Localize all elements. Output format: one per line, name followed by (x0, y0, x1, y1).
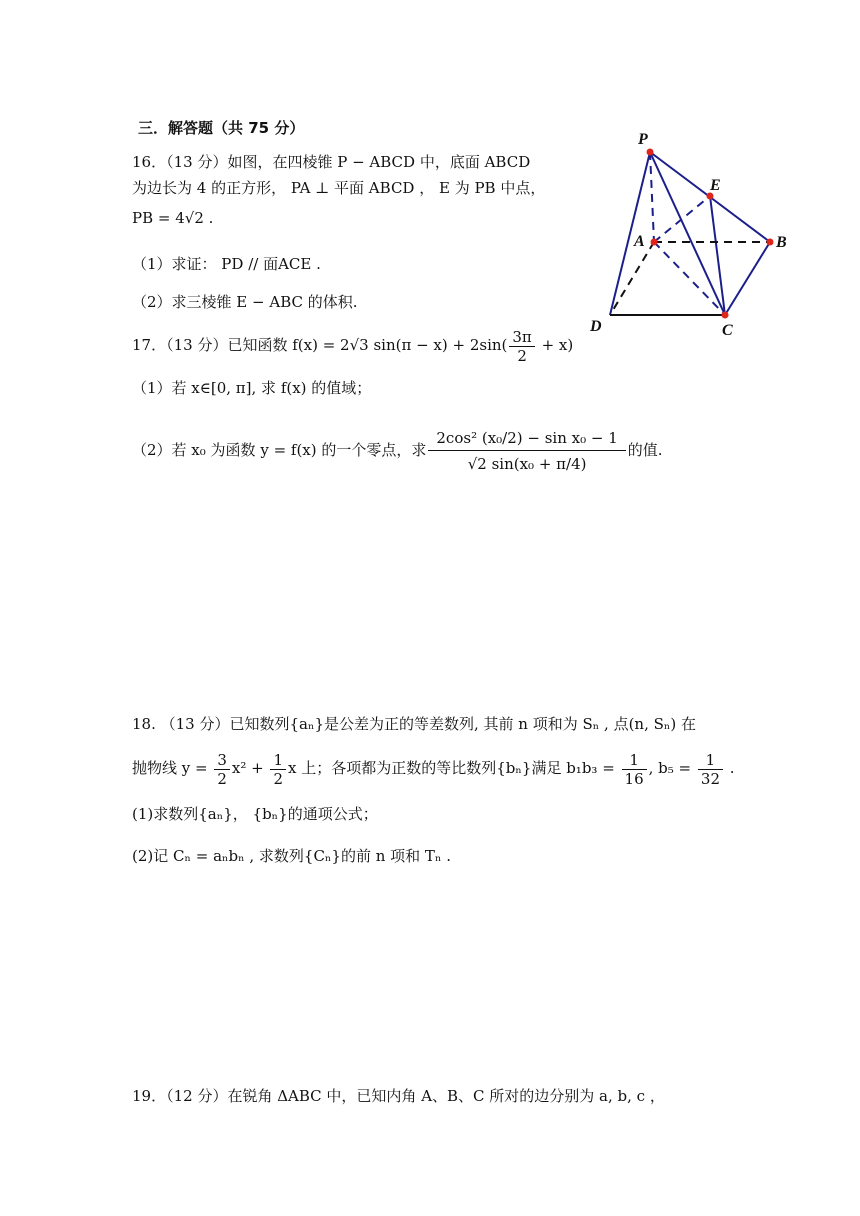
q19-line-1: 19．（12 分）在锐角 ΔABC 中，已知内角 A、B、C 所对的边分别为 a, b, c ， (132, 1087, 665, 1105)
q18-line-2-mid: x² + (231, 759, 269, 777)
q18-frac-2 (270, 751, 286, 788)
label-e: E (710, 177, 721, 194)
label-p: P (638, 131, 648, 148)
q18-frac-4-den: 32 (700, 769, 720, 788)
q16-line-2: 为边长为 4 的正方形， PA ⊥ 平面 ABCD ， E 为 PB 中点， (132, 179, 546, 197)
label-d: D (590, 318, 602, 335)
q18-frac-2-num: 1 (270, 751, 286, 770)
q18-frac-1 (214, 751, 230, 788)
q17-big-den: √2 sin(x₀ + π/4) (467, 454, 587, 473)
q17-line-1-end: + x) (536, 336, 574, 354)
q17-part-2-post: 的值. (627, 441, 663, 459)
q18-line-2 (132, 748, 735, 788)
q17-frac-den: 2 (517, 346, 527, 365)
q18-frac-1-num: 3 (214, 751, 230, 770)
q17-part-2 (132, 422, 663, 478)
q18-frac-3-num: 1 (622, 751, 647, 770)
q18-part-2: (2)记 Cₙ = aₙbₙ , 求数列{Cₙ}的前 n 项和 Tₙ . (132, 847, 451, 865)
q16-line-3: PB = 4√2 . (132, 209, 214, 227)
q17-big-num: 2cos² (x₀/2) − sin x₀ − 1 (428, 426, 625, 451)
label-b: B (776, 234, 787, 251)
label-a: A (634, 233, 645, 250)
q18-line-2-pre: 抛物线 y = (132, 759, 213, 777)
q18-line-2-mid3: , b₅ = (648, 759, 696, 777)
q17-part-1: （1）若 x∈[0, π], 求 f(x) 的值域； (132, 379, 372, 397)
q18-frac-3-den: 16 (624, 769, 644, 788)
q18-frac-4 (698, 751, 723, 788)
q18-frac-2-den: 2 (273, 769, 284, 788)
q18-line-1: 18. （13 分）已知数列{aₙ}是公差为正的等差数列, 其前 n 项和为 Sₙ , 点(n, Sₙ) 在 (132, 715, 697, 733)
q17-fraction (509, 328, 534, 365)
q18-frac-1-den: 2 (217, 769, 227, 788)
q17-big-fraction (428, 426, 625, 477)
section-heading: 三．解答题（共 75 分） (138, 119, 305, 137)
q18-frac-4-num: 1 (698, 751, 723, 770)
q18-part-1: (1)求数列{aₙ}， {bₙ}的通项公式； (132, 805, 378, 823)
q17-frac-num: 3π (509, 328, 534, 347)
label-c: C (722, 322, 733, 339)
q16-part-1: （1）求证： PD // 面ACE . (132, 255, 321, 273)
q18-line-2-mid2: x 上；各项都为正数的等比数列{bₙ}满足 b₁b₃ = (288, 759, 620, 777)
q17-part-2-pre: （2）若 x₀ 为函数 y = f(x) 的一个零点，求 (132, 441, 427, 459)
pyramid-figure (580, 120, 800, 350)
q17-line-1 (132, 326, 573, 365)
q16-part-2: （2）求三棱锥 E − ABC 的体积. (132, 293, 358, 311)
q18-frac-3 (622, 751, 647, 788)
q16-line-1: 16．（13 分）如图，在四棱锥 P − ABCD 中，底面 ABCD (132, 153, 531, 171)
q17-line-1-text: 17．（13 分）已知函数 f(x) = 2√3 sin(π − x) + 2sin( (132, 336, 508, 354)
q18-line-2-end: . (725, 759, 735, 777)
